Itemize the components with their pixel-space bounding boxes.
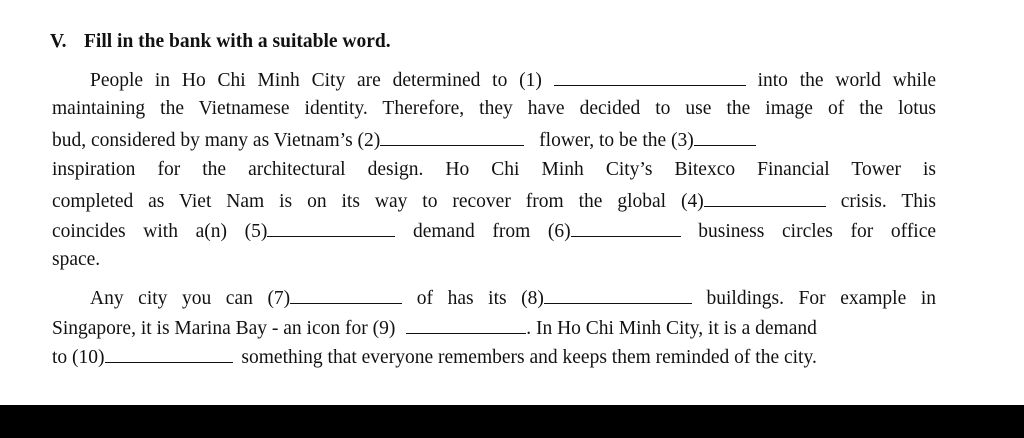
paragraph2-line-3 <box>52 344 936 370</box>
text-segment: into the world while <box>757 70 937 91</box>
text-segment: for <box>850 221 874 242</box>
paragraph1-line-1 <box>90 67 936 93</box>
text-segment: something that everyone remembers and keeps them reminded of the city. <box>241 347 817 368</box>
text-segment: buildings. <box>706 288 784 309</box>
text-segment: inspiration for the architectural design. Ho Chi Minh City’s Bitexco Financial Tower is <box>52 159 936 180</box>
blank-5 <box>267 218 395 237</box>
blank-7 <box>290 285 402 304</box>
text-segment: of has its (8) <box>416 288 544 309</box>
paragraph2-line-2 <box>52 315 936 341</box>
text-segment: Any city you can (7) <box>90 288 291 309</box>
paragraph1-line-6 <box>52 218 936 244</box>
text-segment: space. <box>52 249 101 270</box>
text-segment: business <box>698 221 765 242</box>
text-segment: office <box>890 221 937 242</box>
exercise-heading <box>50 31 391 53</box>
paragraph1-line-3 <box>52 127 936 153</box>
text-segment: bud, considered by many as Vietnam’s (2) <box>52 130 381 151</box>
text-segment: in <box>920 288 937 309</box>
paragraph1-line-4 <box>52 158 936 182</box>
exercise-number: V. <box>50 31 67 52</box>
text-segment: For <box>798 288 826 309</box>
blank-8 <box>544 285 692 304</box>
blank-2 <box>380 127 524 146</box>
text-segment: This <box>901 191 936 212</box>
text-segment: example <box>840 288 907 309</box>
blank-10 <box>105 344 233 363</box>
exercise-instruction: Fill in the bank with a suitable word. <box>84 31 391 52</box>
text-segment: Singapore, it is Marina Bay - an icon for (9) <box>52 318 396 339</box>
text-segment: flower, to be the (3) <box>539 130 694 151</box>
paragraph2-line-1 <box>90 285 936 311</box>
paragraph1-line-5 <box>52 188 936 214</box>
text-segment: crisis. <box>840 191 887 212</box>
blank-3 <box>694 127 756 146</box>
bottom-black-bar <box>0 405 1024 438</box>
blank-1 <box>554 67 746 86</box>
text-segment: coincides with a(n) (5) <box>52 221 268 242</box>
text-segment: to (10) <box>52 347 105 368</box>
paragraph1-line-7 <box>52 248 936 272</box>
text-segment: . In Ho Chi Minh City, it is a demand <box>526 318 817 339</box>
text-segment: maintaining the Vietnamese identity. Therefore, they have decided to use the image of the lotus <box>52 98 936 119</box>
text-segment: demand from (6) <box>412 221 571 242</box>
blank-9 <box>406 315 526 334</box>
blank-6 <box>571 218 681 237</box>
text-segment: People in Ho Chi Minh City are determined to (1) <box>90 70 542 91</box>
paragraph1-line-2 <box>52 97 936 121</box>
text-segment: circles <box>782 221 833 242</box>
text-segment: completed as Viet Nam is on its way to recover from the global (4) <box>52 191 704 212</box>
blank-4 <box>704 188 826 207</box>
